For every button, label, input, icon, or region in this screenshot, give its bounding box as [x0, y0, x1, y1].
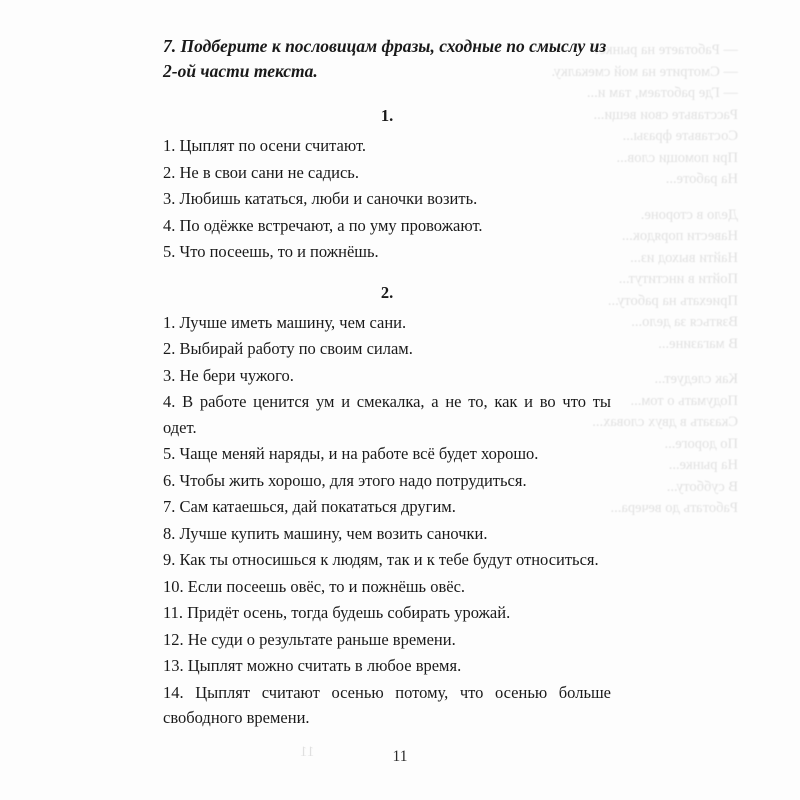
bleed-through-line: Навести порядок... — [621, 228, 738, 244]
bleed-through-line: Приехать на работу... — [607, 292, 738, 309]
list-item: 10. Если посеешь овёс, то и пожнёшь овёс. — [163, 576, 466, 596]
bleed-through-line: — Где работаем, там и... — [586, 85, 738, 101]
list-item: 2. Выбирай работу по своим силам. — [163, 339, 413, 358]
bleed-through-line: Пойти в институт... — [618, 271, 738, 287]
bleed-through-line: В магазине... — [658, 335, 738, 352]
list-item: 14. Цыплят считают осенью потому, что осенью больше свободного времени. — [163, 682, 611, 727]
bleed-through-line: Подумать о том... — [630, 392, 738, 409]
list-item: 13. Цыплят можно считать в любое время. — [163, 656, 462, 675]
task-title: 7. Подберите к пословицам фразы, сходные по смыслу из 2-ой части текста. — [163, 36, 607, 81]
proverbs-list — [163, 133, 611, 265]
bleed-through-line: На рынке... — [668, 457, 738, 473]
bleed-through-line: Расставьте свои вещи... — [593, 106, 738, 123]
page-number: 11 — [392, 748, 408, 765]
bleed-through-page-number: 11 — [300, 744, 315, 760]
list-item: 2. Не в свои сани не садись. — [163, 162, 359, 182]
bleed-through-line: Как следует... — [654, 371, 738, 387]
bleed-through-line: На работе... — [665, 171, 738, 187]
list-item: 3. Любишь кататься, люби и саночки возить. — [163, 189, 478, 208]
list-item: 1. Лучше иметь машину, чем сани. — [163, 312, 407, 332]
list-item: 1. Цыплят по осени считают. — [163, 136, 367, 155]
list-item: 5. Что посеешь, то и пожнёшь. — [163, 242, 379, 261]
list-item: 5. Чаще меняй наряды, и на работе всё будет хорошо. — [163, 444, 539, 463]
bleed-through-line: Работать до вечера... — [610, 500, 738, 516]
list-item: 7. Сам катаешься, дай покататься другим. — [163, 497, 456, 516]
list-item: 4. В работе ценится ум и смекалка, а не то, как и во что ты одет. — [163, 392, 611, 437]
exercise-body — [163, 34, 611, 732]
bleed-through-line: Составьте фразы... — [622, 128, 738, 144]
bleed-through-line: По дороге... — [664, 435, 738, 452]
bleed-through-line: При помощи слов... — [616, 149, 738, 166]
bleed-through-line: Дело в стороне. — [640, 206, 738, 223]
section-one-label: 1. — [380, 106, 394, 125]
list-item: 3. Не бери чужого. — [163, 365, 294, 385]
list-item: 6. Чтобы жить хорошо, для этого надо потрудиться. — [163, 470, 527, 490]
list-item: 9. Как ты относишься к людям, так и к тебе будут относиться. — [163, 550, 599, 569]
section-two-label: 2. — [380, 282, 394, 302]
bleed-through-line: Сказать в двух словах... — [592, 414, 738, 430]
bleed-through-line: Найти выход из... — [630, 249, 738, 266]
list-item: 4. По одёжке встречают, а по уму провожают. — [163, 215, 483, 235]
list-item: 11. Придёт осень, тогда будешь собирать урожай. — [163, 603, 511, 622]
list-item: 8. Лучше купить машину, чем возить саночки. — [163, 523, 488, 543]
bleed-through-line: — Работаете на рынке? — [593, 42, 738, 58]
bleed-through-line: Взяться за дело... — [631, 314, 738, 330]
phrases-list — [163, 310, 611, 731]
list-item: 12. Не суди о результате раньше времени. — [163, 629, 456, 649]
bleed-through-line: В субботу... — [666, 478, 738, 495]
bleed-through-line: — Смотрите на мой смекалку. — [551, 63, 738, 80]
